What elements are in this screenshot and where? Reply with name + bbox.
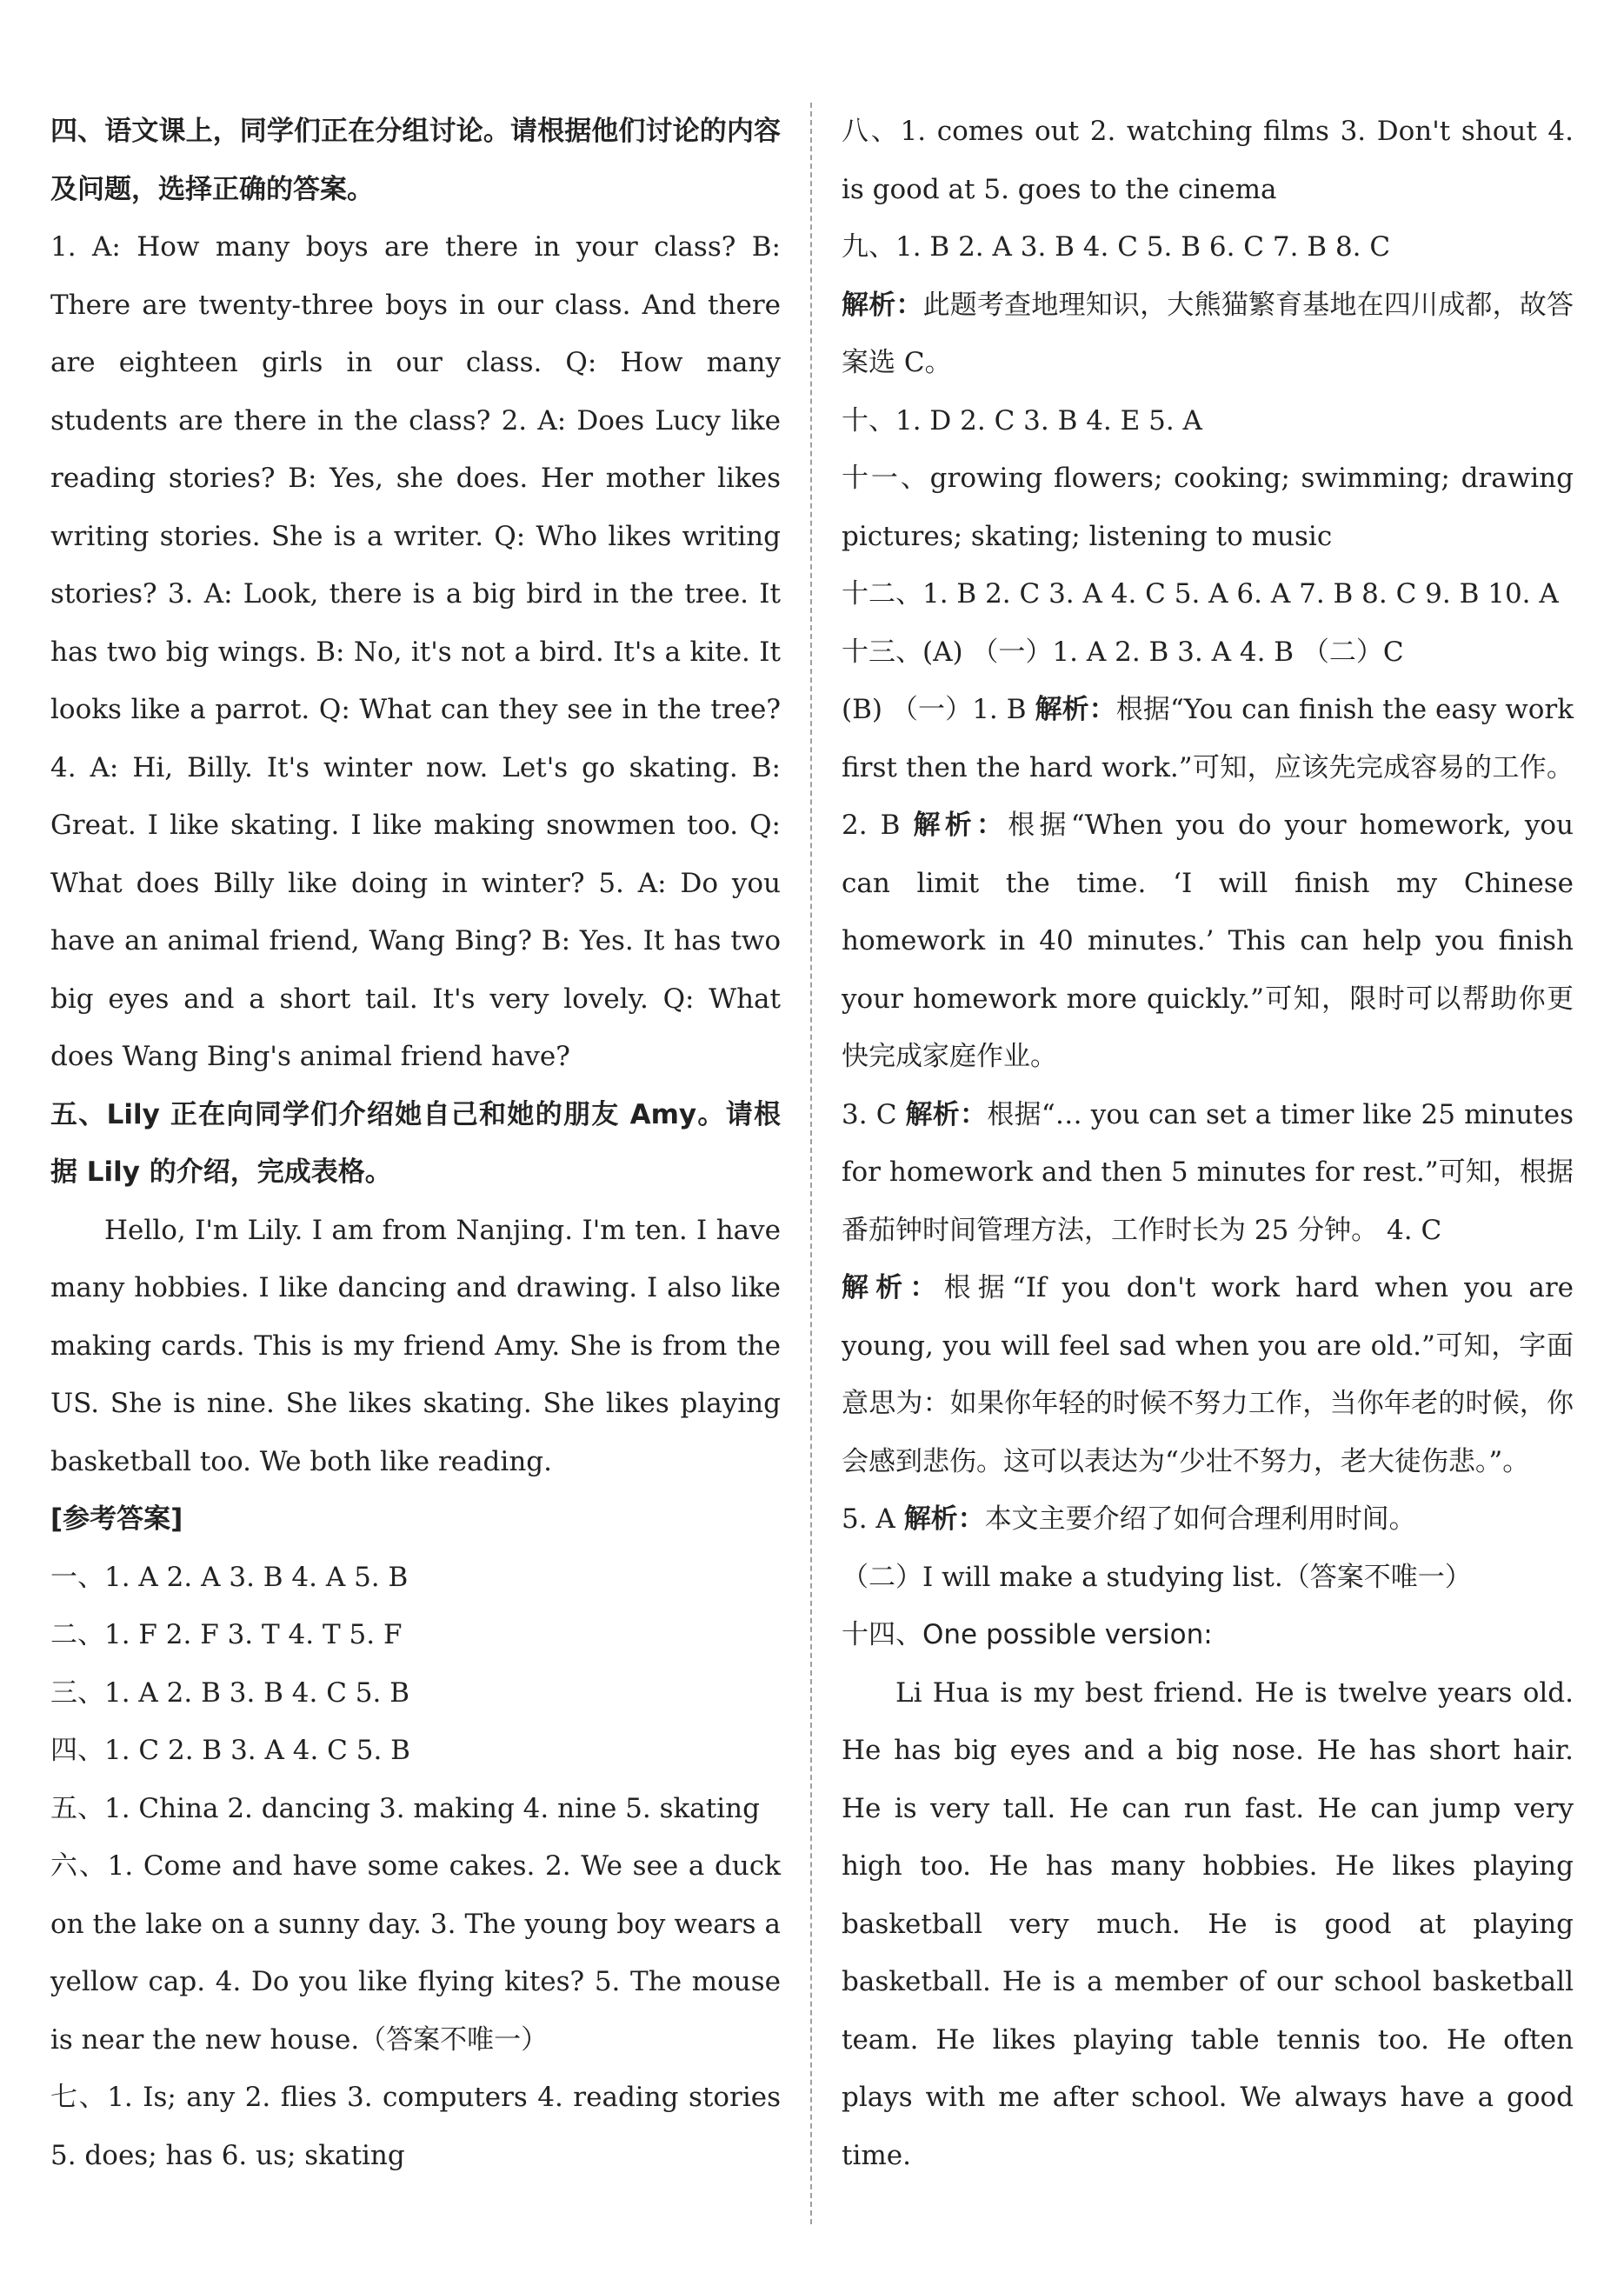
jiexi-label: 解析： bbox=[842, 1272, 944, 1303]
explanation-text: 此题考查地理知识，大熊猫繁育基地在四川成都，故答案选 C。 bbox=[842, 289, 1574, 378]
answer-2: 二、1. F 2. F 3. T 4. T 5. F bbox=[50, 1619, 403, 1650]
answer-9: 九、1. B 2. A 3. B 4. C 5. B 6. C 7. B 8. C bbox=[842, 231, 1391, 263]
answers-title-row bbox=[50, 1490, 781, 1549]
jiexi-label: 解析： bbox=[903, 1503, 985, 1535]
answer-8: 八、1. comes out 2. watching films 3. Don't shout 4. is good at 5. goes to the cinema bbox=[842, 116, 1574, 205]
explanation-text: 本文主要介绍了如何合理利用时间。 bbox=[984, 1503, 1416, 1535]
jiexi-label: 解析： bbox=[913, 810, 1008, 841]
answer-13b-part1 bbox=[842, 681, 1574, 1086]
answer-14-heading: 十四、One possible version: bbox=[842, 1619, 1213, 1650]
answer-13b-3: 3. C bbox=[842, 1098, 897, 1130]
left-column bbox=[50, 103, 781, 2184]
answer-13b-part4 bbox=[842, 1490, 1574, 1549]
answer-13b-1: (B) （一）1. B bbox=[842, 694, 1027, 725]
answer-11: 十一、growing flowers; cooking; swimming; drawing pictures; skating; listening to music bbox=[842, 463, 1574, 552]
explanation-text: 根据“When you do your homework, you can limit the time. ‘I will finish my Chinese homework in 40 minutes.’ This can help you finish your homework more quickly.”可知，限时可以帮助你更快完成家庭作业。 bbox=[842, 810, 1574, 1072]
jiexi-label: 解析： bbox=[1035, 694, 1116, 725]
section-5-passage: Hello, I'm Lily. I am from Nanjing. I'm ten. I have many hobbies. I like dancing and drawing. I also like making cards. This is my friend Amy. She is from the US. She is nine. She likes skating. She likes playing basketball too. We both like reading. bbox=[50, 1214, 781, 1477]
explanation-text: 根据“If you don't work hard when you are young, you will feel sad when you are old.”可知，字面意思为：如果你年轻的时候不努力工作，当你年老的时候，你会感到悲伤。这可以表达为“少壮不努力，老大徒伤悲。”。 bbox=[842, 1272, 1574, 1477]
answer-13b-5: 5. A bbox=[842, 1503, 895, 1535]
answer-6: 六、1. Come and have some cakes. 2. We see a duck on the lake on a sunny day. 3. The young boy wears a yellow cap. 4. Do you like flying kites? 5. The mouse is near the new house.（答案不唯一） bbox=[50, 1850, 781, 2056]
answer-13b-er: （二）I will make a studying list.（答案不唯一） bbox=[842, 1561, 1472, 1593]
answer-12: 十二、1. B 2. C 3. A 4. C 5. A 6. A 7. B 8. C 9. B 10. A bbox=[842, 578, 1559, 610]
answer-13b-part3 bbox=[842, 1259, 1574, 1490]
answer-4: 四、1. C 2. B 3. A 4. C 5. B bbox=[50, 1735, 410, 1766]
answer-13b-part2 bbox=[842, 1086, 1574, 1260]
answer-7: 七、1. Is; any 2. flies 3. computers 4. reading stories 5. does; has 6. us; skating bbox=[50, 2082, 781, 2171]
answer-1: 一、1. A 2. A 3. B 4. A 5. B bbox=[50, 1561, 409, 1593]
jiexi-label: 解析： bbox=[842, 289, 923, 321]
answer-14-essay: Li Hua is my best friend. He is twelve years old. He has big eyes and a big nose. He has short hair. He is very tall. He can run fast. He can jump very high too. He has many hobbies. He likes playing basketball very much. He is good at playing basketball. He is a member of our school basketball team. He likes playing table tennis too. He often plays with me after school. We always have a good time. bbox=[842, 1676, 1574, 2171]
section-4-heading: 四、语文课上，同学们正在分组讨论。请根据他们讨论的内容及问题，选择正确的答案。 bbox=[50, 116, 781, 205]
right-column bbox=[842, 103, 1574, 2184]
explanation-text: 根据“… you can set a timer like 25 minutes for homework and then 5 minutes for rest.”可知，根据番茄钟时间管理方法，工作时长为 25 分钟。 bbox=[842, 1098, 1574, 1246]
answer-10: 十、1. D 2. C 3. B 4. E 5. A bbox=[842, 404, 1202, 437]
answer-13b-2: 2. B bbox=[842, 810, 901, 841]
column-divider bbox=[810, 103, 812, 2224]
answers-title: [参考答案] bbox=[50, 1503, 183, 1535]
answer-13a: 十三、(A) （一）1. A 2. B 3. A 4. B （二）C bbox=[842, 636, 1404, 668]
explanation-text: 根据“You can finish the easy work first then the hard work.”可知，应该先完成容易的工作。 bbox=[842, 694, 1574, 783]
jiexi-label: 解析： bbox=[905, 1098, 988, 1130]
answer-13b-4: 4. C bbox=[1387, 1214, 1442, 1246]
answer-3: 三、1. A 2. B 3. B 4. C 5. B bbox=[50, 1676, 410, 1709]
answer-5: 五、1. China 2. dancing 3. making 4. nine 5. skating bbox=[50, 1792, 760, 1824]
section-4-dialogues: 1. A: How many boys are there in your class? B: There are twenty-three boys in our class. And there are eighteen girls in our class. Q: How many students are there in the class? 2. A: Does Lucy like reading stories? B: Yes, she does. Her mother likes writing stories. She is a writer. Q: Who likes writing stories? 3. A: Look, there is a big bird in the tree. It has two big wings. B: No, it's not a bird. It's a kite. It looks like a parrot. Q: What can they see in the tree? 4. A: Hi, Billy. It's winter now. Let's go skating. B: Great. I like skating. I like making snowmen too. Q: What does Billy like doing in winter? 5. A: Do you have an animal friend, Wang Bing? B: Yes. It has two big eyes and a short tail. It's very lovely. Q: What does Wang Bing's animal friend have? bbox=[50, 231, 781, 1072]
answer-9-explanation bbox=[842, 277, 1574, 392]
section-5-heading: 五、Lily 正在向同学们介绍她自己和她的朋友 Amy。请根据 Lily 的介绍，完成表格。 bbox=[50, 1098, 781, 1188]
